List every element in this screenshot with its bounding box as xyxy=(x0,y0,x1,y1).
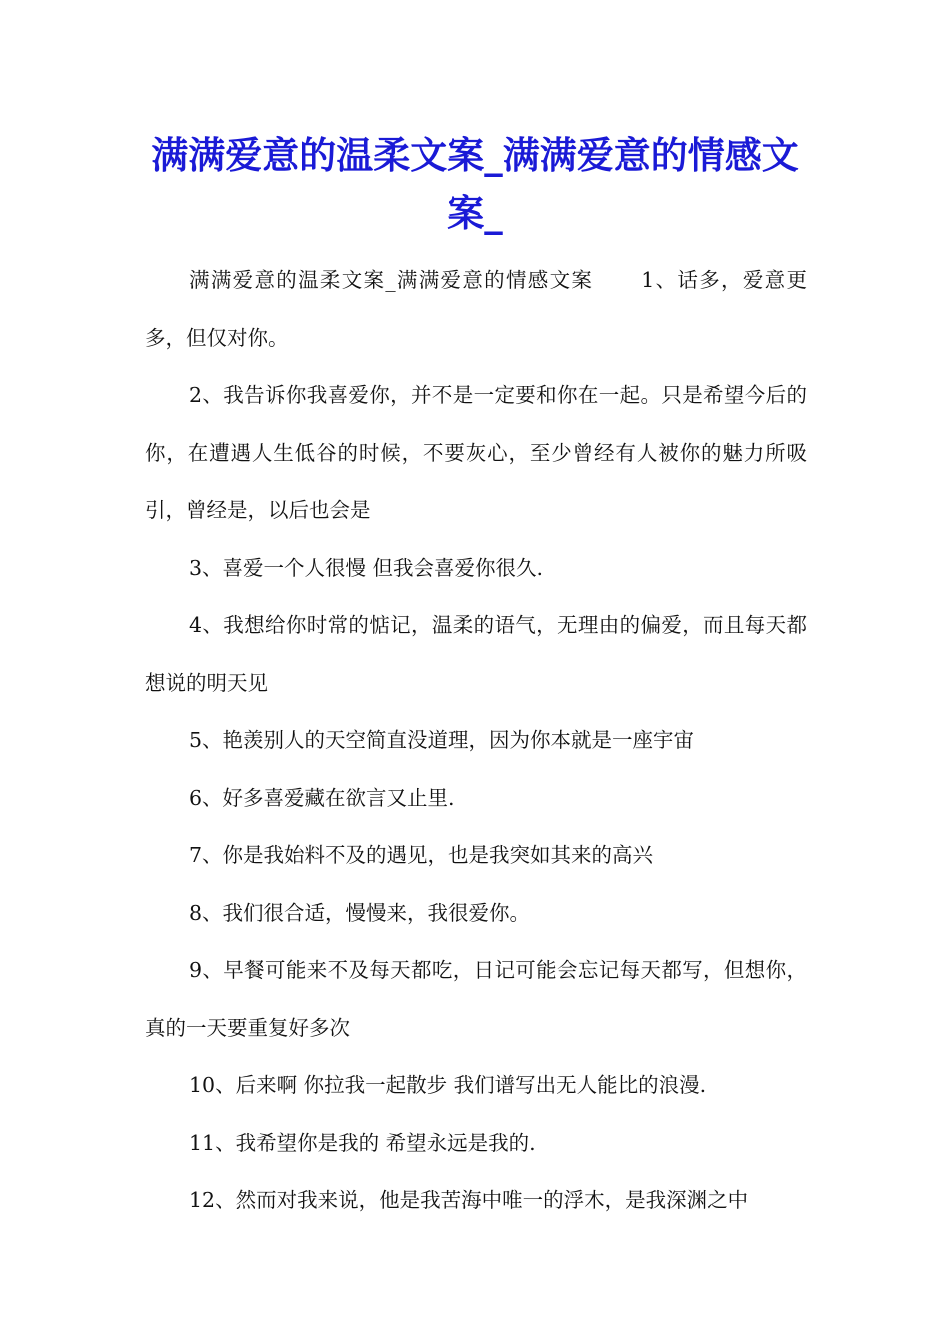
paragraph-9: 9、早餐可能来不及每天都吃，日记可能会忘记每天都写，但想你，真的一天要重复好多次 xyxy=(145,958,807,1040)
document-body xyxy=(145,252,807,1230)
paragraph-4: 4、我想给你时常的惦记，温柔的语气，无理由的偏爱，而且每天都想说的明天见 xyxy=(145,613,807,695)
document-title: 满满爱意的温柔文案_满满爱意的情感文案_ xyxy=(151,133,799,235)
paragraph-3: 3、喜爱一个人很慢 但我会喜爱你很久. xyxy=(189,555,544,580)
intro-paragraph xyxy=(145,252,807,367)
paragraph-8: 8、我们很合适，慢慢来，我很爱你。 xyxy=(189,900,531,925)
intro-lead: 满满爱意的温柔文案_满满爱意的情感文案 xyxy=(189,268,594,292)
paragraph-10: 10、后来啊 你拉我一起散步 我们谱写出无人能比的浪漫. xyxy=(189,1073,707,1097)
paragraph-2: 2、我告诉你我喜爱你，并不是一定要和你在一起。只是希望今后的你，在遭遇人生低谷的时候，不要灰心，至少曾经有人被你的魅力所吸引，曾经是，以后也会是 xyxy=(145,383,807,522)
paragraph-7: 7、你是我始料不及的遇见，也是我突如其来的高兴 xyxy=(189,843,654,867)
paragraph-5: 5、艳羡别人的天空简直没道理，因为你本就是一座宇宙 xyxy=(189,728,695,752)
paragraph-12: 12、然而对我来说，他是我苦海中唯一的浮木，是我深渊之中 xyxy=(189,1188,749,1212)
paragraph-6: 6、好多喜爱藏在欲言又止里. xyxy=(189,785,455,810)
paragraph-11: 11、我希望你是我的 希望永远是我的. xyxy=(189,1130,536,1155)
intro-first-item: 1、话多，爱意更多，但仅对你。 xyxy=(145,268,808,350)
